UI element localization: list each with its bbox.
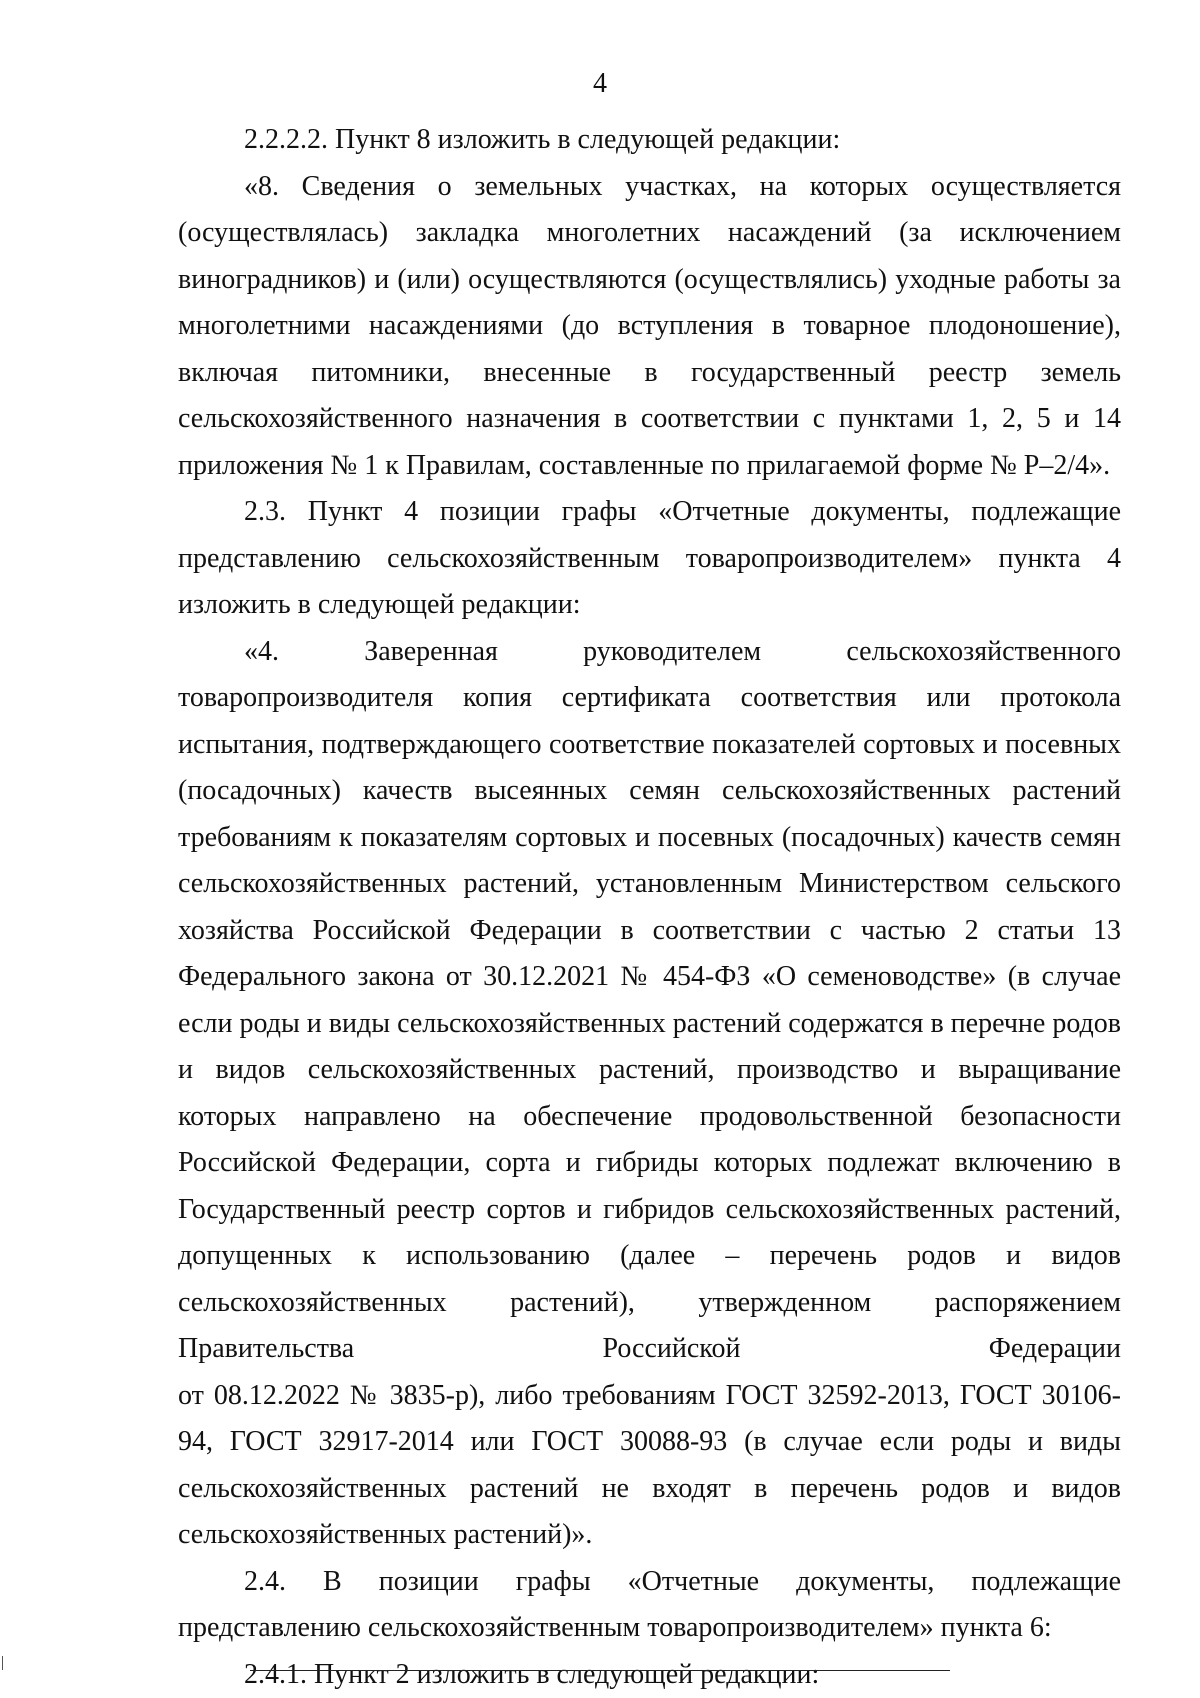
paragraph-2-4: 2.4. В позиции графы «Отчетные документы, подлежащие представлению сельскохозяйственным товаропроизводителем» пункта 6: (178, 1559, 1121, 1652)
scan-edge-mark (2, 1656, 3, 1670)
bottom-divider (250, 1670, 950, 1671)
page-number: 4 (0, 64, 1200, 104)
document-body (178, 117, 1121, 1698)
paragraph-quote-4-continued: от 08.12.2022 № 3835-р), либо требованиям ГОСТ 32592-2013, ГОСТ 30106-94, ГОСТ 32917-2014 или ГОСТ 30088-93 (в случае если роды и виды сельскохозяйственных растений не входят в перечень родов и видов сельскохозяйственных растений)». (178, 1373, 1121, 1559)
paragraph-2-2-2-2: 2.2.2.2. Пункт 8 изложить в следующей редакции: (178, 117, 1121, 164)
paragraph-2-4-1: 2.4.1. Пункт 2 изложить в следующей редакции: (178, 1652, 1121, 1698)
paragraph-quote-4: «4. Заверенная руководителем сельскохозяйственного товаропроизводителя копия сертификата соответствия или протокола испытания, подтверждающего соответствие показателей сортовых и посевных (посадочных) качеств высеянных семян сельскохозяйственных растений требованиям к показателям сортовых и посевных (посадочных) качеств семян сельскохозяйственных растений, установленным Министерством сельского хозяйства Российской Федерации в соответствии с частью 2 статьи 13 Федерального закона от 30.12.2021 № 454-ФЗ «О семеноводстве» (в случае если роды и виды сельскохозяйственных растений содержатся в перечне родов и видов сельскохозяйственных растений, производство и выращивание которых направлено на обеспечение продовольственной безопасности Российской Федерации, сорта и гибриды которых подлежат включению в Государственный реестр сортов и гибридов сельскохозяйственных растений, допущенных к использованию (далее – перечень родов и видов сельскохозяйственных растений), утвержденном распоряжением Правительства Российской Федерации (178, 629, 1121, 1373)
paragraph-2-3: 2.3. Пункт 4 позиции графы «Отчетные документы, подлежащие представлению сельскохозяйственным товаропроизводителем» пункта 4 изложить в следующей редакции: (178, 489, 1121, 629)
paragraph-quote-8: «8. Сведения о земельных участках, на которых осуществляется (осуществлялась) закладка многолетних насаждений (за исключением виноградников) и (или) осуществляются (осуществлялись) уходные работы за многолетними насаждениями (до вступления в товарное плодоношение), включая питомники, внесенные в государственный реестр земель сельскохозяйственного назначения в соответствии с пунктами 1, 2, 5 и 14 приложения № 1 к Правилам, составленные по прилагаемой форме № Р–2/4». (178, 164, 1121, 490)
